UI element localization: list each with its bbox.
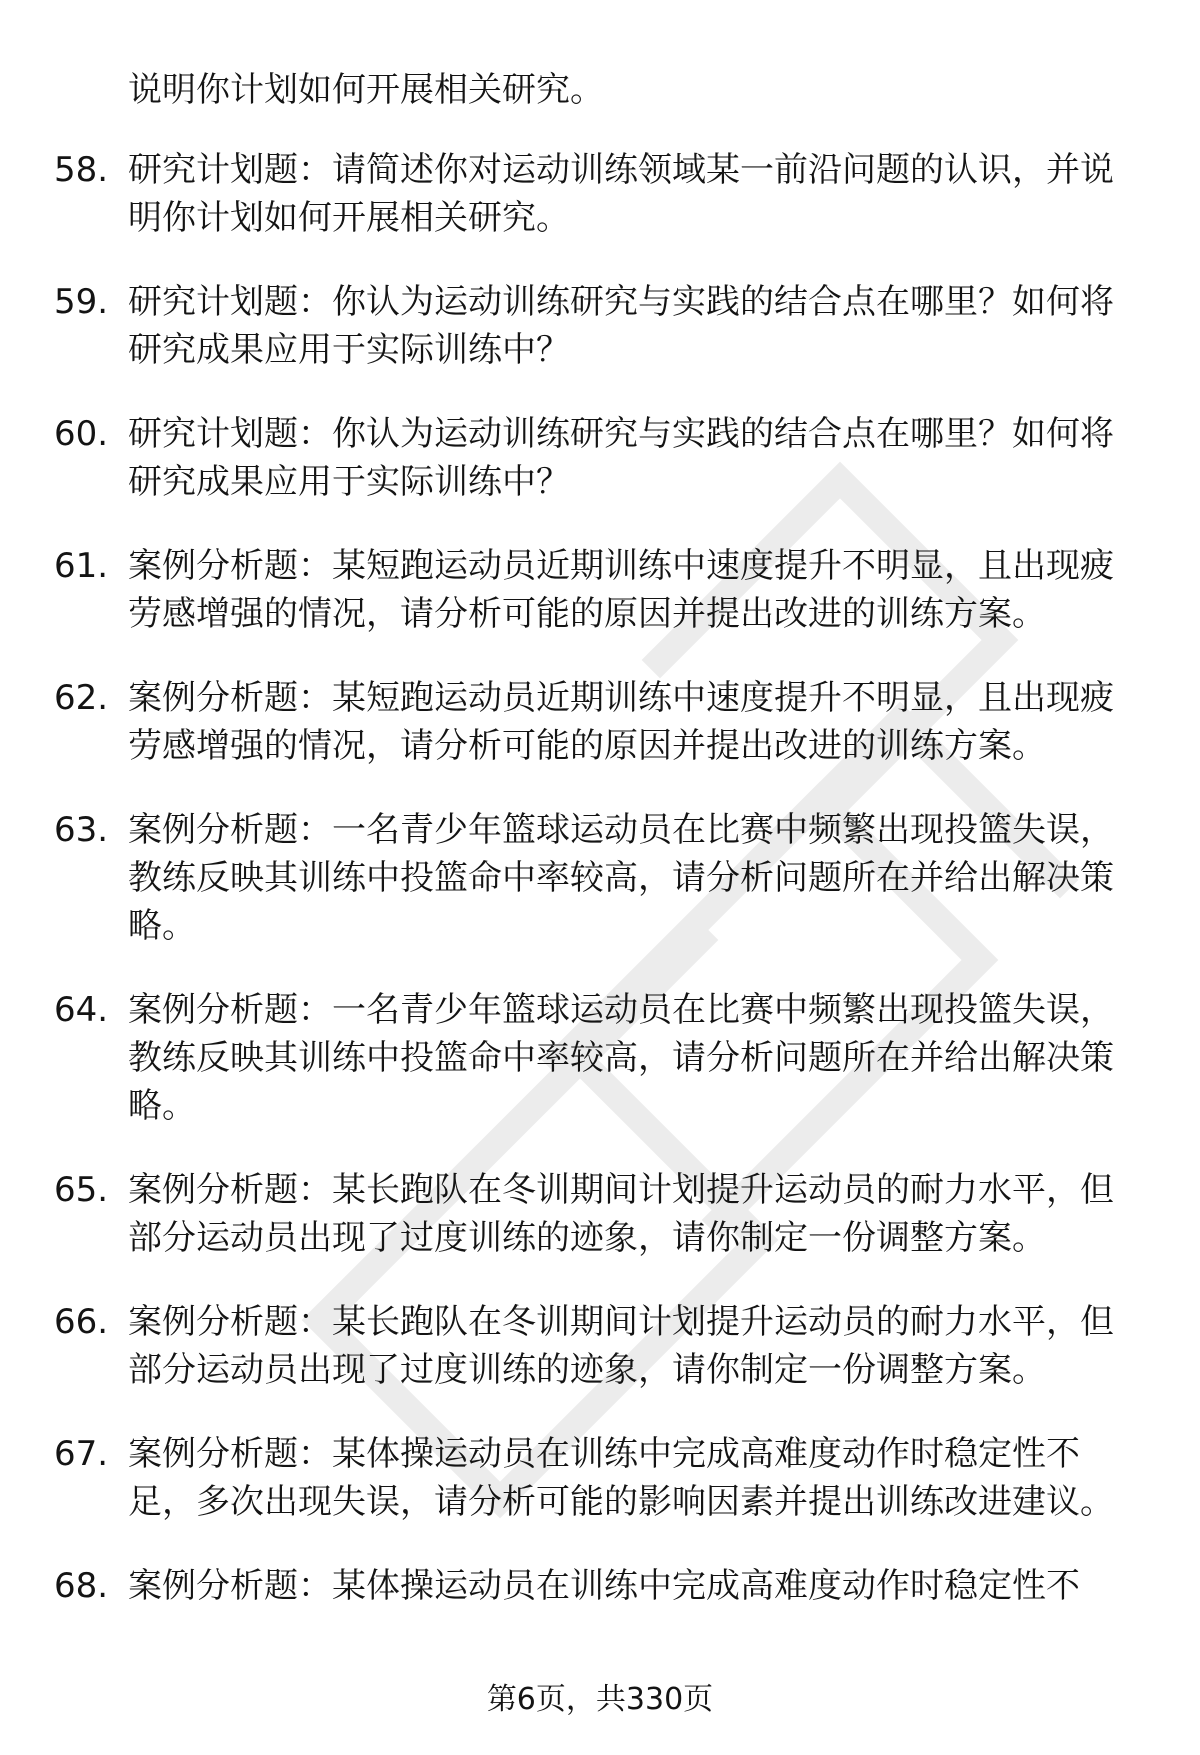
question-number: 63.: [54, 810, 109, 850]
question-number: 61.: [54, 546, 109, 586]
question-item: [0, 1430, 1200, 1526]
question-text: 案例分析题：一名青少年篮球运动员在比赛中频繁出现投篮失误，教练反映其训练中投篮命中率较高，请分析问题所在并给出解决策略。: [128, 810, 1114, 946]
question-number: 68.: [54, 1566, 109, 1606]
question-item: [0, 410, 1200, 506]
question-number: 66.: [54, 1302, 109, 1342]
question-text: 案例分析题：某长跑队在冬训期间计划提升运动员的耐力水平，但部分运动员出现了过度训练的迹象，请你制定一份调整方案。: [128, 1302, 1114, 1390]
question-number: 58.: [54, 150, 109, 190]
question-text: 案例分析题：某短跑运动员近期训练中速度提升不明显，且出现疲劳感增强的情况，请分析可能的原因并提出改进的训练方案。: [128, 678, 1114, 766]
question-item: [0, 1166, 1200, 1262]
question-item: [0, 146, 1200, 242]
question-item: [0, 986, 1200, 1130]
question-number: 62.: [54, 678, 109, 718]
question-text: 案例分析题：某短跑运动员近期训练中速度提升不明显，且出现疲劳感增强的情况，请分析可能的原因并提出改进的训练方案。: [128, 546, 1114, 634]
question-item: [0, 542, 1200, 638]
question-item: [0, 1298, 1200, 1394]
page-footer: 第6页，共330页: [486, 1682, 714, 1717]
question-text: 案例分析题：某体操运动员在训练中完成高难度动作时稳定性不足，多次出现失误，请分析可能的影响因素并提出训练改进建议。: [128, 1434, 1114, 1522]
question-number: 64.: [54, 990, 109, 1030]
question-number: 60.: [54, 414, 109, 454]
question-list: [0, 62, 1200, 1646]
question-item: [0, 1562, 1200, 1610]
question-number: 65.: [54, 1170, 109, 1210]
question-number: 59.: [54, 282, 109, 322]
question-item: [0, 806, 1200, 950]
question-number: 67.: [54, 1434, 109, 1474]
question-text: 案例分析题：某长跑队在冬训期间计划提升运动员的耐力水平，但部分运动员出现了过度训练的迹象，请你制定一份调整方案。: [128, 1170, 1114, 1258]
question-item: [0, 674, 1200, 770]
question-text: 研究计划题：请简述你对运动训练领域某一前沿问题的认识，并说明你计划如何开展相关研究。: [128, 150, 1114, 238]
question-text: 研究计划题：你认为运动训练研究与实践的结合点在哪里？如何将研究成果应用于实际训练中？: [128, 414, 1114, 502]
question-text: 案例分析题：一名青少年篮球运动员在比赛中频繁出现投篮失误，教练反映其训练中投篮命中率较高，请分析问题所在并给出解决策略。: [128, 990, 1114, 1126]
continuation-text: 说明你计划如何开展相关研究。: [128, 70, 604, 110]
question-item: [0, 278, 1200, 374]
question-text: 案例分析题：某体操运动员在训练中完成高难度动作时稳定性不: [128, 1566, 1080, 1606]
question-text: 研究计划题：你认为运动训练研究与实践的结合点在哪里？如何将研究成果应用于实际训练中？: [128, 282, 1114, 370]
